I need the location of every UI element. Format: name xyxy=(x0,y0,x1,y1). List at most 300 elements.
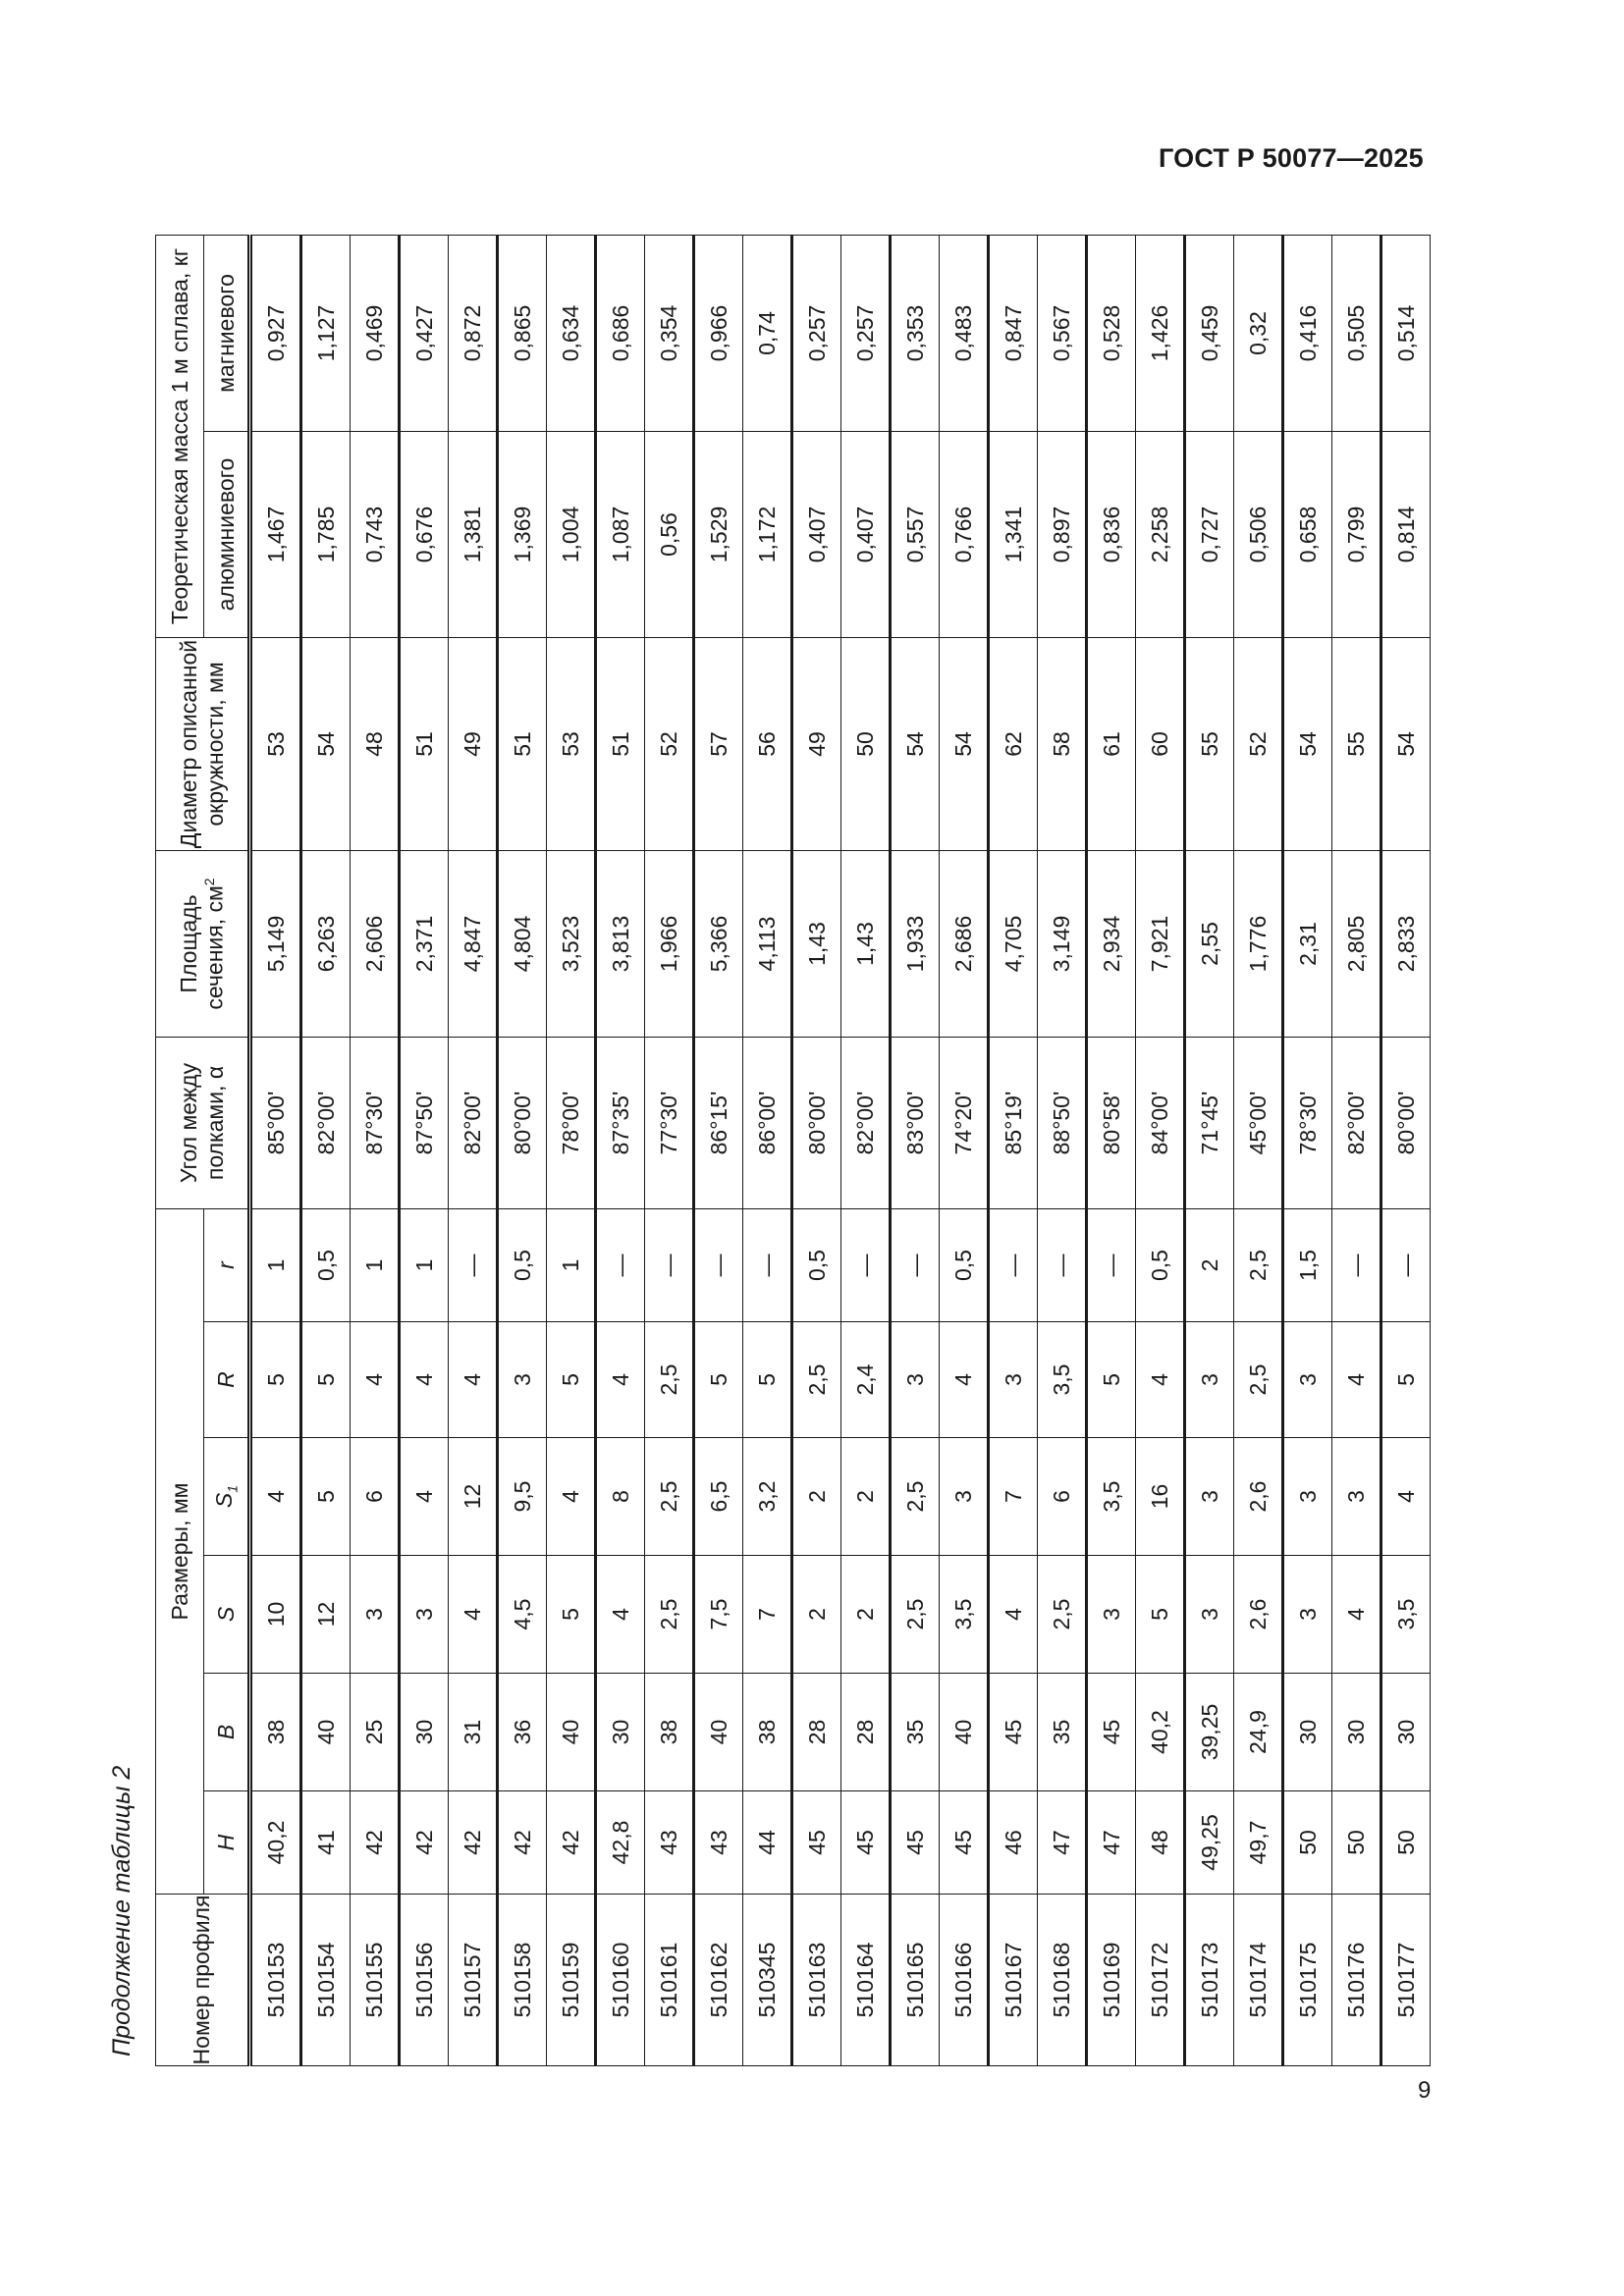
cell-diameter: 57 xyxy=(694,638,743,851)
cell-mass-magnesium: 0,257 xyxy=(841,236,891,432)
header-S1-sub: 1 xyxy=(224,1484,241,1493)
cell-H: 45 xyxy=(891,1791,940,1895)
cell-diameter: 54 xyxy=(891,638,940,851)
cell-mass-magnesium: 0,427 xyxy=(400,236,449,432)
cell-H: 50 xyxy=(1283,1791,1332,1895)
cell-R: 5 xyxy=(694,1322,743,1438)
cell-mass-magnesium: 0,257 xyxy=(792,236,841,432)
cell-area: 1,776 xyxy=(1234,851,1283,1038)
cell-r: — xyxy=(1038,1209,1087,1322)
cell-B: 45 xyxy=(1087,1674,1136,1791)
cell-R: 5 xyxy=(301,1322,351,1438)
cell-B: 39,25 xyxy=(1185,1674,1234,1791)
header-aluminum: алюминиевого xyxy=(204,432,250,638)
cell-mass-magnesium: 0,483 xyxy=(940,236,989,432)
cell-mass-aluminum: 1,172 xyxy=(743,432,792,638)
cell-S1: 8 xyxy=(596,1438,645,1556)
cell-area: 6,263 xyxy=(301,851,351,1038)
cell-diameter: 52 xyxy=(1234,638,1283,851)
cell-S1: 6 xyxy=(1038,1438,1087,1556)
cell-area: 2,686 xyxy=(940,851,989,1038)
cell-angle: 82°00' xyxy=(449,1038,498,1209)
cell-area: 7,921 xyxy=(1136,851,1185,1038)
cell-S1: 3 xyxy=(1185,1438,1234,1556)
cell-B: 24,9 xyxy=(1234,1674,1283,1791)
cell-diameter: 55 xyxy=(1185,638,1234,851)
cell-angle: 84°00' xyxy=(1136,1038,1185,1209)
cell-diameter: 58 xyxy=(1038,638,1087,851)
cell-S: 3 xyxy=(1283,1556,1332,1674)
cell-S: 4 xyxy=(989,1556,1038,1674)
cell-r: — xyxy=(596,1209,645,1322)
cell-H: 44 xyxy=(743,1791,792,1895)
table-row xyxy=(1038,236,1087,2066)
header-magnesium: магниевого xyxy=(204,236,250,432)
header-B: B xyxy=(204,1674,250,1791)
cell-mass-aluminum: 0,836 xyxy=(1087,432,1136,638)
cell-angle: 45°00' xyxy=(1234,1038,1283,1209)
cell-angle: 85°19' xyxy=(989,1038,1038,1209)
cell-B: 25 xyxy=(351,1674,400,1791)
cell-B: 30 xyxy=(400,1674,449,1791)
cell-r: 1 xyxy=(547,1209,596,1322)
cell-area: 2,371 xyxy=(400,851,449,1038)
table-row xyxy=(694,236,743,2066)
cell-diameter: 49 xyxy=(792,638,841,851)
cell-area: 1,43 xyxy=(792,851,841,1038)
cell-profile-number: 510177 xyxy=(1381,1895,1431,2066)
cell-profile-number: 510163 xyxy=(792,1895,841,2066)
cell-area: 5,149 xyxy=(250,851,301,1038)
cell-mass-aluminum: 1,004 xyxy=(547,432,596,638)
cell-mass-aluminum: 1,087 xyxy=(596,432,645,638)
cell-mass-magnesium: 0,353 xyxy=(891,236,940,432)
cell-profile-number: 510157 xyxy=(449,1895,498,2066)
cell-diameter: 54 xyxy=(940,638,989,851)
cell-H: 42 xyxy=(498,1791,547,1895)
cell-B: 35 xyxy=(1038,1674,1087,1791)
cell-mass-magnesium: 0,847 xyxy=(989,236,1038,432)
cell-R: 2,5 xyxy=(645,1322,694,1438)
cell-R: 4 xyxy=(449,1322,498,1438)
cell-angle: 83°00' xyxy=(891,1038,940,1209)
table-row xyxy=(547,236,596,2066)
cell-B: 40 xyxy=(940,1674,989,1791)
cell-H: 49,25 xyxy=(1185,1791,1234,1895)
cell-mass-aluminum: 1,369 xyxy=(498,432,547,638)
cell-mass-magnesium: 0,514 xyxy=(1381,236,1431,432)
cell-diameter: 50 xyxy=(841,638,891,851)
cell-R: 4 xyxy=(1136,1322,1185,1438)
cell-area: 4,804 xyxy=(498,851,547,1038)
cell-mass-aluminum: 0,557 xyxy=(891,432,940,638)
cell-mass-aluminum: 1,467 xyxy=(250,432,301,638)
cell-r: — xyxy=(1087,1209,1136,1322)
cell-mass-magnesium: 0,634 xyxy=(547,236,596,432)
header-area-text: Площадь сечения, см xyxy=(175,885,228,1010)
header-dimensions: Размеры, мм xyxy=(156,1209,204,1895)
cell-H: 40,2 xyxy=(250,1791,301,1895)
cell-S1: 3,5 xyxy=(1087,1438,1136,1556)
cell-angle: 80°00' xyxy=(1381,1038,1431,1209)
cell-r: — xyxy=(449,1209,498,1322)
cell-r: 0,5 xyxy=(792,1209,841,1322)
cell-S1: 2 xyxy=(841,1438,891,1556)
cell-S1: 5 xyxy=(301,1438,351,1556)
cell-R: 5 xyxy=(1381,1322,1431,1438)
cell-angle: 77°30' xyxy=(645,1038,694,1209)
header-profile-number: Номер профиля xyxy=(156,1895,250,2066)
cell-r: 1 xyxy=(400,1209,449,1322)
cell-mass-aluminum: 1,341 xyxy=(989,432,1038,638)
cell-diameter: 51 xyxy=(498,638,547,851)
table-row xyxy=(1381,236,1431,2066)
cell-S: 3 xyxy=(1087,1556,1136,1674)
cell-S: 4,5 xyxy=(498,1556,547,1674)
cell-H: 50 xyxy=(1332,1791,1381,1895)
cell-diameter: 54 xyxy=(1283,638,1332,851)
cell-B: 36 xyxy=(498,1674,547,1791)
table-row xyxy=(1136,236,1185,2066)
cell-profile-number: 510158 xyxy=(498,1895,547,2066)
cell-R: 4 xyxy=(1332,1322,1381,1438)
cell-mass-magnesium: 0,74 xyxy=(743,236,792,432)
page-number: 9 xyxy=(1418,2077,1432,2104)
cell-profile-number: 510166 xyxy=(940,1895,989,2066)
cell-area: 4,113 xyxy=(743,851,792,1038)
cell-S1: 16 xyxy=(1136,1438,1185,1556)
cell-S: 3 xyxy=(351,1556,400,1674)
cell-profile-number: 510153 xyxy=(250,1895,301,2066)
cell-r: — xyxy=(694,1209,743,1322)
cell-H: 45 xyxy=(841,1791,891,1895)
cell-mass-aluminum: 2,258 xyxy=(1136,432,1185,638)
cell-S1: 2,5 xyxy=(645,1438,694,1556)
cell-R: 4 xyxy=(596,1322,645,1438)
cell-r: 0,5 xyxy=(498,1209,547,1322)
cell-profile-number: 510155 xyxy=(351,1895,400,2066)
cell-H: 42 xyxy=(449,1791,498,1895)
header-R: R xyxy=(204,1322,250,1438)
cell-profile-number: 510175 xyxy=(1283,1895,1332,2066)
cell-angle: 86°00' xyxy=(743,1038,792,1209)
header-angle: Угол между полками, α xyxy=(156,1038,250,1209)
cell-area: 3,523 xyxy=(547,851,596,1038)
cell-S1: 6,5 xyxy=(694,1438,743,1556)
table-body xyxy=(250,236,1431,2066)
cell-mass-magnesium: 1,127 xyxy=(301,236,351,432)
table-row xyxy=(1332,236,1381,2066)
cell-diameter: 49 xyxy=(449,638,498,851)
cell-H: 47 xyxy=(1038,1791,1087,1895)
cell-R: 2,5 xyxy=(792,1322,841,1438)
cell-angle: 87°50' xyxy=(400,1038,449,1209)
cell-B: 40,2 xyxy=(1136,1674,1185,1791)
cell-angle: 85°00' xyxy=(250,1038,301,1209)
cell-S1: 2,6 xyxy=(1234,1438,1283,1556)
cell-S: 4 xyxy=(596,1556,645,1674)
table-row xyxy=(400,236,449,2066)
table-row xyxy=(940,236,989,2066)
cell-profile-number: 510176 xyxy=(1332,1895,1381,2066)
cell-angle: 87°30' xyxy=(351,1038,400,1209)
cell-r: 0,5 xyxy=(940,1209,989,1322)
cell-r: 1,5 xyxy=(1283,1209,1332,1322)
cell-area: 4,705 xyxy=(989,851,1038,1038)
cell-mass-magnesium: 0,528 xyxy=(1087,236,1136,432)
cell-S1: 3 xyxy=(1332,1438,1381,1556)
cell-R: 2,4 xyxy=(841,1322,891,1438)
cell-diameter: 48 xyxy=(351,638,400,851)
cell-S: 3,5 xyxy=(940,1556,989,1674)
cell-S: 5 xyxy=(1136,1556,1185,1674)
cell-H: 46 xyxy=(989,1791,1038,1895)
table-row xyxy=(596,236,645,2066)
cell-r: 2 xyxy=(1185,1209,1234,1322)
cell-diameter: 54 xyxy=(1381,638,1431,851)
cell-profile-number: 510174 xyxy=(1234,1895,1283,2066)
cell-angle: 82°00' xyxy=(841,1038,891,1209)
header-theoretical-mass: Теоретическая масса 1 м сплава, кг xyxy=(156,236,204,638)
table-row xyxy=(1185,236,1234,2066)
cell-area: 2,606 xyxy=(351,851,400,1038)
cell-profile-number: 510345 xyxy=(743,1895,792,2066)
cell-B: 40 xyxy=(694,1674,743,1791)
cell-diameter: 53 xyxy=(250,638,301,851)
cell-r: — xyxy=(841,1209,891,1322)
cell-profile-number: 510167 xyxy=(989,1895,1038,2066)
header-S1 xyxy=(204,1438,250,1556)
cell-mass-aluminum: 1,785 xyxy=(301,432,351,638)
cell-mass-aluminum: 0,727 xyxy=(1185,432,1234,638)
cell-H: 42 xyxy=(351,1791,400,1895)
cell-H: 49,7 xyxy=(1234,1791,1283,1895)
table-row xyxy=(351,236,400,2066)
cell-mass-aluminum: 1,381 xyxy=(449,432,498,638)
cell-r: 1 xyxy=(351,1209,400,1322)
cell-S1: 2 xyxy=(792,1438,841,1556)
cell-H: 42 xyxy=(547,1791,596,1895)
cell-diameter: 53 xyxy=(547,638,596,851)
cell-angle: 80°58' xyxy=(1087,1038,1136,1209)
cell-area: 5,366 xyxy=(694,851,743,1038)
cell-profile-number: 510161 xyxy=(645,1895,694,2066)
cell-angle: 71°45' xyxy=(1185,1038,1234,1209)
cell-B: 30 xyxy=(596,1674,645,1791)
cell-R: 5 xyxy=(1087,1322,1136,1438)
header-area xyxy=(156,851,250,1038)
cell-R: 2,5 xyxy=(1234,1322,1283,1438)
cell-R: 3 xyxy=(989,1322,1038,1438)
cell-S1: 4 xyxy=(1381,1438,1431,1556)
cell-mass-magnesium: 0,505 xyxy=(1332,236,1381,432)
cell-diameter: 54 xyxy=(301,638,351,851)
cell-H: 45 xyxy=(940,1791,989,1895)
cell-B: 28 xyxy=(841,1674,891,1791)
cell-S: 2,5 xyxy=(645,1556,694,1674)
cell-area: 1,43 xyxy=(841,851,891,1038)
cell-mass-aluminum: 0,407 xyxy=(792,432,841,638)
cell-R: 5 xyxy=(250,1322,301,1438)
cell-S1: 3,2 xyxy=(743,1438,792,1556)
table-row xyxy=(645,236,694,2066)
cell-area: 3,813 xyxy=(596,851,645,1038)
cell-diameter: 60 xyxy=(1136,638,1185,851)
cell-angle: 86°15' xyxy=(694,1038,743,1209)
cell-mass-magnesium: 0,686 xyxy=(596,236,645,432)
cell-r: 2,5 xyxy=(1234,1209,1283,1322)
cell-r: — xyxy=(1381,1209,1431,1322)
cell-S: 2 xyxy=(841,1556,891,1674)
cell-B: 40 xyxy=(301,1674,351,1791)
cell-S: 7,5 xyxy=(694,1556,743,1674)
cell-diameter: 52 xyxy=(645,638,694,851)
cell-B: 38 xyxy=(645,1674,694,1791)
cell-mass-aluminum: 1,529 xyxy=(694,432,743,638)
cell-mass-aluminum: 0,897 xyxy=(1038,432,1087,638)
cell-mass-magnesium: 0,966 xyxy=(694,236,743,432)
cell-R: 5 xyxy=(743,1322,792,1438)
header-area-sup: 2 xyxy=(201,878,218,886)
cell-H: 48 xyxy=(1136,1791,1185,1895)
cell-profile-number: 510159 xyxy=(547,1895,596,2066)
cell-S: 2,5 xyxy=(891,1556,940,1674)
cell-B: 38 xyxy=(250,1674,301,1791)
cell-diameter: 51 xyxy=(400,638,449,851)
cell-angle: 88°50' xyxy=(1038,1038,1087,1209)
cell-mass-magnesium: 0,872 xyxy=(449,236,498,432)
cell-H: 47 xyxy=(1087,1791,1136,1895)
header-S1-base: S xyxy=(211,1492,238,1509)
header-S: S xyxy=(204,1556,250,1674)
cell-S: 4 xyxy=(1332,1556,1381,1674)
cell-mass-magnesium: 0,459 xyxy=(1185,236,1234,432)
cell-R: 3 xyxy=(891,1322,940,1438)
cell-H: 43 xyxy=(694,1791,743,1895)
cell-angle: 78°30' xyxy=(1283,1038,1332,1209)
document-code: ГОСТ Р 50077—2025 xyxy=(1159,143,1424,173)
cell-mass-magnesium: 0,32 xyxy=(1234,236,1283,432)
header-H: H xyxy=(204,1791,250,1895)
cell-mass-aluminum: 0,658 xyxy=(1283,432,1332,638)
cell-R: 3,5 xyxy=(1038,1322,1087,1438)
cell-S: 3 xyxy=(1185,1556,1234,1674)
cell-mass-aluminum: 0,766 xyxy=(940,432,989,638)
cell-R: 3 xyxy=(498,1322,547,1438)
cell-S1: 7 xyxy=(989,1438,1038,1556)
cell-profile-number: 510169 xyxy=(1087,1895,1136,2066)
cell-mass-magnesium: 0,416 xyxy=(1283,236,1332,432)
cell-S1: 4 xyxy=(400,1438,449,1556)
cell-S1: 3 xyxy=(940,1438,989,1556)
cell-profile-number: 510156 xyxy=(400,1895,449,2066)
table-row xyxy=(1283,236,1332,2066)
cell-mass-magnesium: 1,426 xyxy=(1136,236,1185,432)
cell-angle: 74°20' xyxy=(940,1038,989,1209)
cell-mass-aluminum: 0,56 xyxy=(645,432,694,638)
cell-diameter: 61 xyxy=(1087,638,1136,851)
cell-H: 45 xyxy=(792,1791,841,1895)
cell-area: 2,833 xyxy=(1381,851,1431,1038)
cell-S: 12 xyxy=(301,1556,351,1674)
cell-r: — xyxy=(645,1209,694,1322)
cell-area: 1,933 xyxy=(891,851,940,1038)
cell-S: 7 xyxy=(743,1556,792,1674)
cell-B: 40 xyxy=(547,1674,596,1791)
cell-S1: 2,5 xyxy=(891,1438,940,1556)
cell-R: 4 xyxy=(400,1322,449,1438)
cell-mass-magnesium: 0,865 xyxy=(498,236,547,432)
cell-mass-aluminum: 0,814 xyxy=(1381,432,1431,638)
cell-mass-aluminum: 0,743 xyxy=(351,432,400,638)
cell-R: 3 xyxy=(1185,1322,1234,1438)
cell-r: 0,5 xyxy=(1136,1209,1185,1322)
cell-r: — xyxy=(743,1209,792,1322)
cell-H: 42,8 xyxy=(596,1791,645,1895)
cell-R: 5 xyxy=(547,1322,596,1438)
cell-r: — xyxy=(989,1209,1038,1322)
cell-profile-number: 510168 xyxy=(1038,1895,1087,2066)
cell-angle: 78°00' xyxy=(547,1038,596,1209)
cell-R: 3 xyxy=(1283,1322,1332,1438)
cell-S: 3,5 xyxy=(1381,1556,1431,1674)
cell-area: 2,31 xyxy=(1283,851,1332,1038)
table-row xyxy=(792,236,841,2066)
table-row xyxy=(743,236,792,2066)
table-row xyxy=(1087,236,1136,2066)
cell-mass-aluminum: 0,506 xyxy=(1234,432,1283,638)
cell-angle: 87°35' xyxy=(596,1038,645,1209)
cell-area: 2,55 xyxy=(1185,851,1234,1038)
cell-diameter: 56 xyxy=(743,638,792,851)
table-row xyxy=(250,236,301,2066)
cell-profile-number: 510162 xyxy=(694,1895,743,2066)
cell-S1: 12 xyxy=(449,1438,498,1556)
cell-R: 4 xyxy=(940,1322,989,1438)
cell-mass-magnesium: 0,927 xyxy=(250,236,301,432)
cell-angle: 80°00' xyxy=(498,1038,547,1209)
cell-B: 30 xyxy=(1283,1674,1332,1791)
profile-table-rotated xyxy=(155,236,1430,2066)
cell-profile-number: 510173 xyxy=(1185,1895,1234,2066)
cell-S1: 6 xyxy=(351,1438,400,1556)
cell-mass-aluminum: 0,407 xyxy=(841,432,891,638)
cell-R: 4 xyxy=(351,1322,400,1438)
cell-S: 2,6 xyxy=(1234,1556,1283,1674)
cell-area: 2,934 xyxy=(1087,851,1136,1038)
cell-angle: 82°00' xyxy=(1332,1038,1381,1209)
cell-B: 30 xyxy=(1332,1674,1381,1791)
cell-mass-magnesium: 0,354 xyxy=(645,236,694,432)
table-row xyxy=(498,236,547,2066)
table-row xyxy=(1234,236,1283,2066)
cell-S: 10 xyxy=(250,1556,301,1674)
cell-H: 50 xyxy=(1381,1791,1431,1895)
cell-profile-number: 510164 xyxy=(841,1895,891,2066)
cell-B: 38 xyxy=(743,1674,792,1791)
cell-H: 41 xyxy=(301,1791,351,1895)
cell-S1: 4 xyxy=(547,1438,596,1556)
table-row xyxy=(841,236,891,2066)
cell-mass-magnesium: 0,567 xyxy=(1038,236,1087,432)
cell-r: — xyxy=(1332,1209,1381,1322)
cell-area: 1,966 xyxy=(645,851,694,1038)
profile-table xyxy=(155,235,1431,2066)
table-row xyxy=(301,236,351,2066)
cell-angle: 80°00' xyxy=(792,1038,841,1209)
cell-H: 42 xyxy=(400,1791,449,1895)
cell-profile-number: 510154 xyxy=(301,1895,351,2066)
